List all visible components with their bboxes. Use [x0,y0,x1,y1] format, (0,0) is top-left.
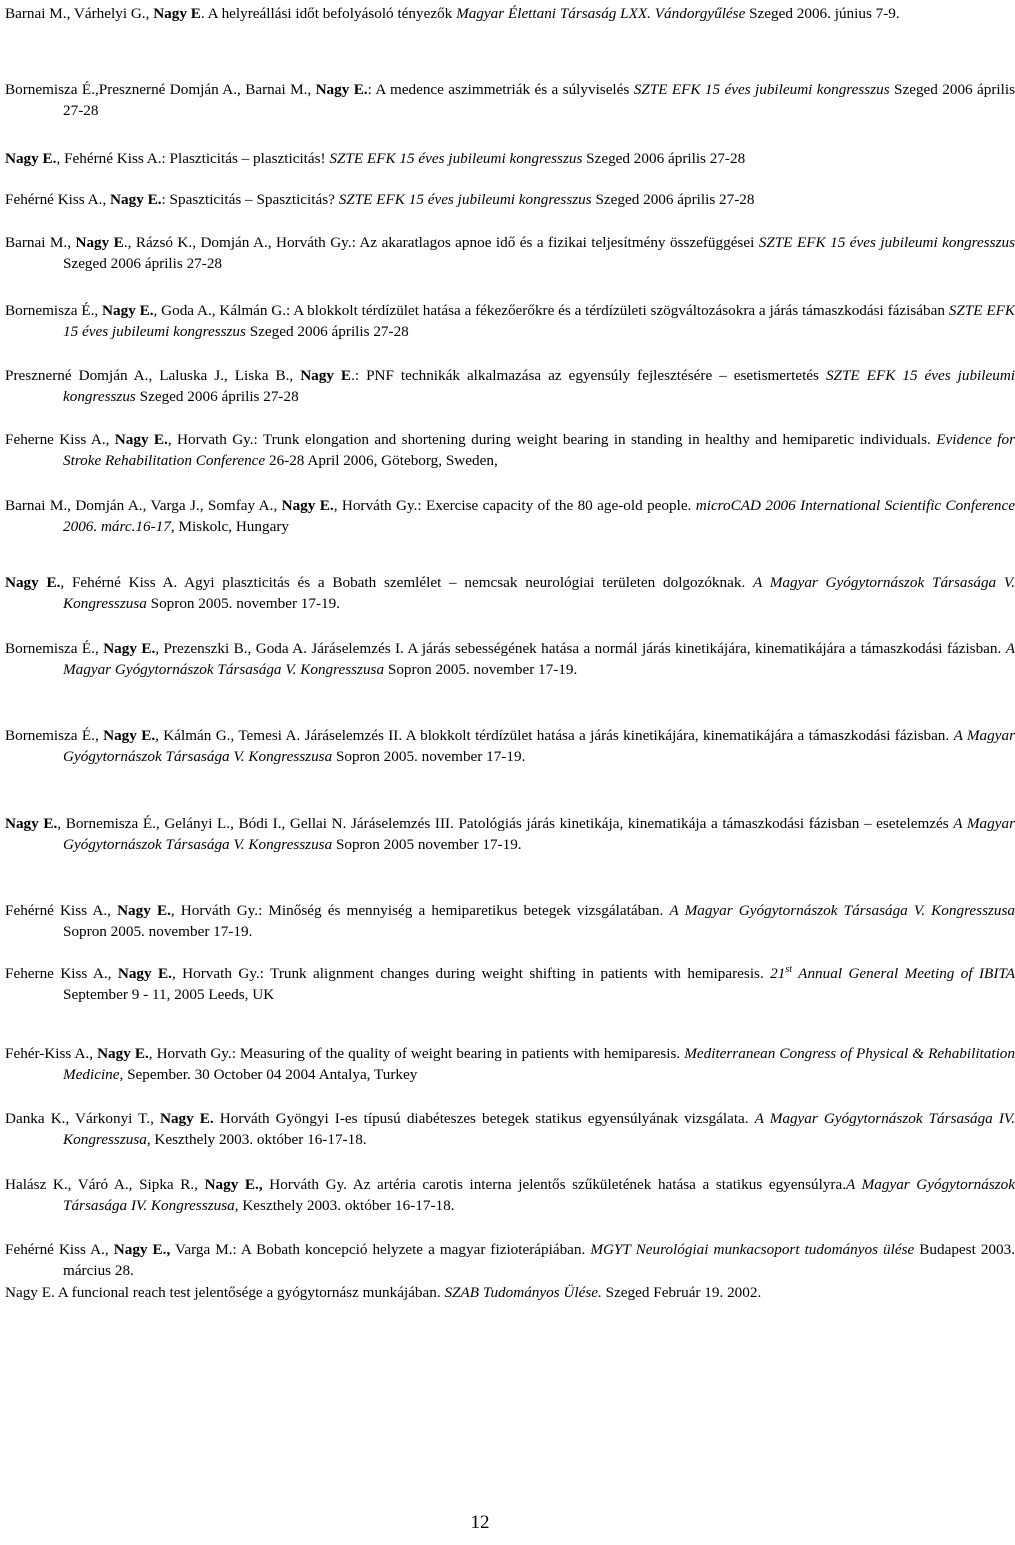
reference-text: , Goda A., Kálmán G.: A blokkolt térdízület hatása a fékezőerőkre és a térdízületi szögváltozásokra a járás támaszkodási fázisában [153,302,949,319]
reference-text: Feherne Kiss A., [5,431,115,448]
reference-entry [5,1108,1015,1150]
reference-entry [5,300,1015,342]
reference-text: Barnai M., Várhelyi G., [5,5,154,22]
reference-entry [5,495,1015,537]
reference-text: Horváth Gy. Az artéria carotis interna jelentős szűkületének hatása a statikus egyensúlyra. [262,1176,847,1193]
venue-italic-text: A Magyar Gyógytornászok Társasága IV. Kongresszusa, [63,1176,1015,1214]
author-bold-text: Nagy E. [102,302,154,319]
reference-text: Keszthely 2003. október 16-17-18. [238,1197,455,1214]
author-bold-text: Nagy E. [117,965,172,982]
reference-text: Nagy E. A funcional reach test jelentősége a gyógytornász munkájában. [5,1284,445,1301]
venue-italic-text: SZTE EFK 15 éves jubileumi kongresszus [63,367,1015,405]
reference-entry [5,3,1015,24]
author-bold-text: Nagy E. [103,640,156,657]
reference-text: , Prezenszki B., Goda A. Járáselemzés I. A járás sebességének hatása a normál járás kinetikájára, kinematikájára a támaszkodási fázisban. [155,640,1006,657]
reference-text: Fehér-Kiss A., [5,1045,98,1062]
reference-text: Sopron 2005. november 17-19. [63,923,253,940]
venue-italic-text: 21 [770,965,786,982]
venue-italic-text: Magyar Élettani Társaság LXX. Vándorgyűlése [456,5,746,22]
venue-italic-text: SZTE EFK 15 éves jubileumi kongresszus [633,81,890,98]
reference-text: Feherne Kiss A., [5,965,118,982]
reference-text: , Horváth Gy.: Minőség és mennyiség a hemiparetikus betegek vizsgálatában. [170,902,670,919]
reference-text: Barnai M., [5,234,76,251]
author-bold-text: Nagy E [153,5,201,22]
reference-text: Szeged 2006 április 27-28 [63,81,1015,119]
venue-italic-text: Mediterranean Congress of Physical & Rehabilitation Medicine [63,1045,1015,1083]
reference-text: Szeged 2006 április 27-28 [135,388,299,405]
venue-italic-text: Annual General Meeting of IBITA [792,965,1015,982]
page-number: 12 [470,1512,490,1533]
reference-text: Szeged 2006 április 27-28 [63,255,223,272]
reference-entry [5,813,1015,855]
reference-text: Szeged 2006 április 27-28 [582,150,746,167]
reference-text: : Spaszticitás – Spaszticitás? [161,191,339,208]
reference-text: Sopron 2005. november 17-19. [332,748,526,765]
reference-text: st [785,963,793,975]
reference-text: , Kálmán G., Temesi A. Járáselemzés II. A blokkolt térdízület hatása a járás kinetikájára, kinematikájára a támaszkodási fázisban. [155,727,954,744]
author-bold-text: Nagy E. [117,902,171,919]
reference-text: Szeged 2006 április 27-28 [245,323,409,340]
reference-entry [5,1043,1015,1085]
reference-text: Szeged 2006 április 27-28 [591,191,755,208]
reference-text: Sopron 2005 november 17-19. [332,836,522,853]
reference-text: Szeged 2006. június 7-9. [745,5,900,22]
reference-text: Szeged Február 19. 2002. [601,1284,762,1301]
reference-text: Bornemisza É.,Presznerné Domján A., Barnai M., [5,81,316,98]
reference-entry [5,963,1015,1005]
reference-text: , Horvath Gy.: Trunk alignment changes during weight shifting in patients with hemiparesis. [171,965,771,982]
reference-entry [5,79,1015,121]
reference-text: Fehérné Kiss A., [5,902,118,919]
reference-entry [5,189,1015,210]
author-bold-text: Nagy E. [159,1110,214,1127]
venue-italic-text: A Magyar Gyógytornászok Társasága V. Kongresszusa [669,902,1015,919]
reference-text: Budapest 2003. március 28. [63,1241,1015,1279]
reference-text: September 9 - 11, 2005 Leeds, UK [63,986,275,1003]
venue-italic-text: SZTE EFK 15 éves jubileumi kongresszus [338,191,592,208]
venue-italic-text: A Magyar Gyógytornászok Társasága V. Kongresszusa [63,815,1015,853]
reference-text: , Fehérné Kiss A.: Plaszticitás – plaszticitás! [56,150,330,167]
author-bold-text: Nagy E. [114,431,168,448]
reference-text: 26-28 April 2006, Göteborg, Sweden, [265,452,498,469]
reference-text: , Fehérné Kiss A. Agyi plaszticitás és a Bobath szemlélet – nemcsak neurológiai területen dolgozóknak. [60,574,753,591]
venue-italic-text: SZTE EFK 15 éves jubileumi kongresszus [329,150,583,167]
reference-entry [5,725,1015,767]
author-bold-text: Nagy E., [113,1241,171,1258]
reference-text: Miskolc, Hungary [174,518,289,535]
author-bold-text: Nagy E. [315,81,368,98]
author-bold-text: Nagy E. [281,497,334,514]
author-bold-text: Nagy E. [97,1045,149,1062]
reference-entry [5,232,1015,274]
venue-italic-text: A Magyar Gyógytornászok Társasága V. Kongresszusa [63,574,1015,612]
venue-italic-text: A Magyar Gyógytornászok Társasága V. Kongresszusa [63,727,1015,765]
author-bold-text: Nagy E. [5,150,57,167]
reference-text: Barnai M., Domján A., Varga J., Somfay A., [5,497,282,514]
author-bold-text: Nagy E [75,234,124,251]
venue-italic-text: microCAD 2006 International Scientific Conference 2006. márc.16-17, [63,497,1015,535]
reference-text: Sopron 2005. november 17-19. [146,595,341,612]
reference-text: Bornemisza É., [5,727,104,744]
reference-text: Sopron 2005. november 17-19. [384,661,578,678]
reference-entry [5,429,1015,471]
reference-text: Halász K., Váró A., Sipka R., [5,1176,205,1193]
reference-text: Presznerné Domján A., Laluska J., Liska B., [5,367,301,384]
reference-text: , Horvath Gy.: Trunk elongation and shortening during weight bearing in standing in healthy and hemiparetic individuals. [167,431,937,448]
author-bold-text: Nagy E. [5,815,58,832]
reference-text: Fehérné Kiss A., [5,1241,114,1258]
reference-text: Danka K., Várkonyi T., [5,1110,160,1127]
venue-italic-text: MGYT Neurológiai munkacsoport tudományos ülése [590,1241,915,1258]
author-bold-text: Nagy E. [110,191,162,208]
reference-entry [5,1239,1015,1281]
author-bold-text: Nagy E [300,367,352,384]
author-bold-text: Nagy E. [103,727,156,744]
venue-italic-text: A Magyar Gyógytornászok Társasága IV. Kongresszusa, [63,1110,1015,1148]
reference-text: , Sepember. 30 October 04 2004 Antalya, Turkey [119,1066,418,1083]
reference-entry [5,900,1015,942]
reference-entry [5,638,1015,680]
reference-text: , Horvath Gy.: Measuring of the quality of weight bearing in patients with hemiparesis. [148,1045,685,1062]
reference-text: Bornemisza É., [5,302,103,319]
reference-text: Bornemisza É., [5,640,104,657]
reference-entry [5,148,1015,169]
reference-text: Varga M.: A Bobath koncepció helyzete a magyar fizioterápiában. [170,1241,591,1258]
reference-text: , Bornemisza É., Gelányi L., Bódi I., Gellai N. Járáselemzés III. Patológiás járás kinetikája, kinematikája a támaszkodási fázisban – esetelemzés [57,815,954,832]
venue-italic-text: SZTE EFK 15 éves jubileumi kongresszus [63,302,1015,340]
reference-text: Horváth Gyöngyi I-es típusú diabéteszes betegek statikus egyensúlyának vizsgálata. [213,1110,755,1127]
venue-italic-text: SZAB Tudományos Ülése. [444,1284,602,1301]
venue-italic-text: SZTE EFK 15 éves jubileumi kongresszus [758,234,1015,251]
reference-entry [5,1282,1015,1303]
reference-text: . A helyreállási időt befolyásoló tényezők [200,5,457,22]
reference-text: Fehérné Kiss A., [5,191,111,208]
venue-italic-text: Evidence for Stroke Rehabilitation Conference [63,431,1015,469]
author-bold-text: Nagy E., [204,1176,263,1193]
reference-entry [5,365,1015,407]
author-bold-text: Nagy E. [5,574,61,591]
reference-text: .: PNF technikák alkalmazása az egyensúly fejlesztésére – esetismertetés [351,367,826,384]
reference-text: Keszthely 2003. október 16-17-18. [150,1131,367,1148]
reference-entry [5,572,1015,614]
reference-text: , Horváth Gy.: Exercise capacity of the 80 age-old people. [333,497,696,514]
reference-text: : A medence aszimmetriák és a súlyviselés [367,81,634,98]
reference-text: ., Rázsó K., Domján A., Horváth Gy.: Az akaratlagos apnoe idő és a fizikai teljesítmény összefüggései [123,234,759,251]
reference-entry [5,1174,1015,1216]
venue-italic-text: A Magyar Gyógytornászok Társasága V. Kongresszusa [63,640,1015,678]
